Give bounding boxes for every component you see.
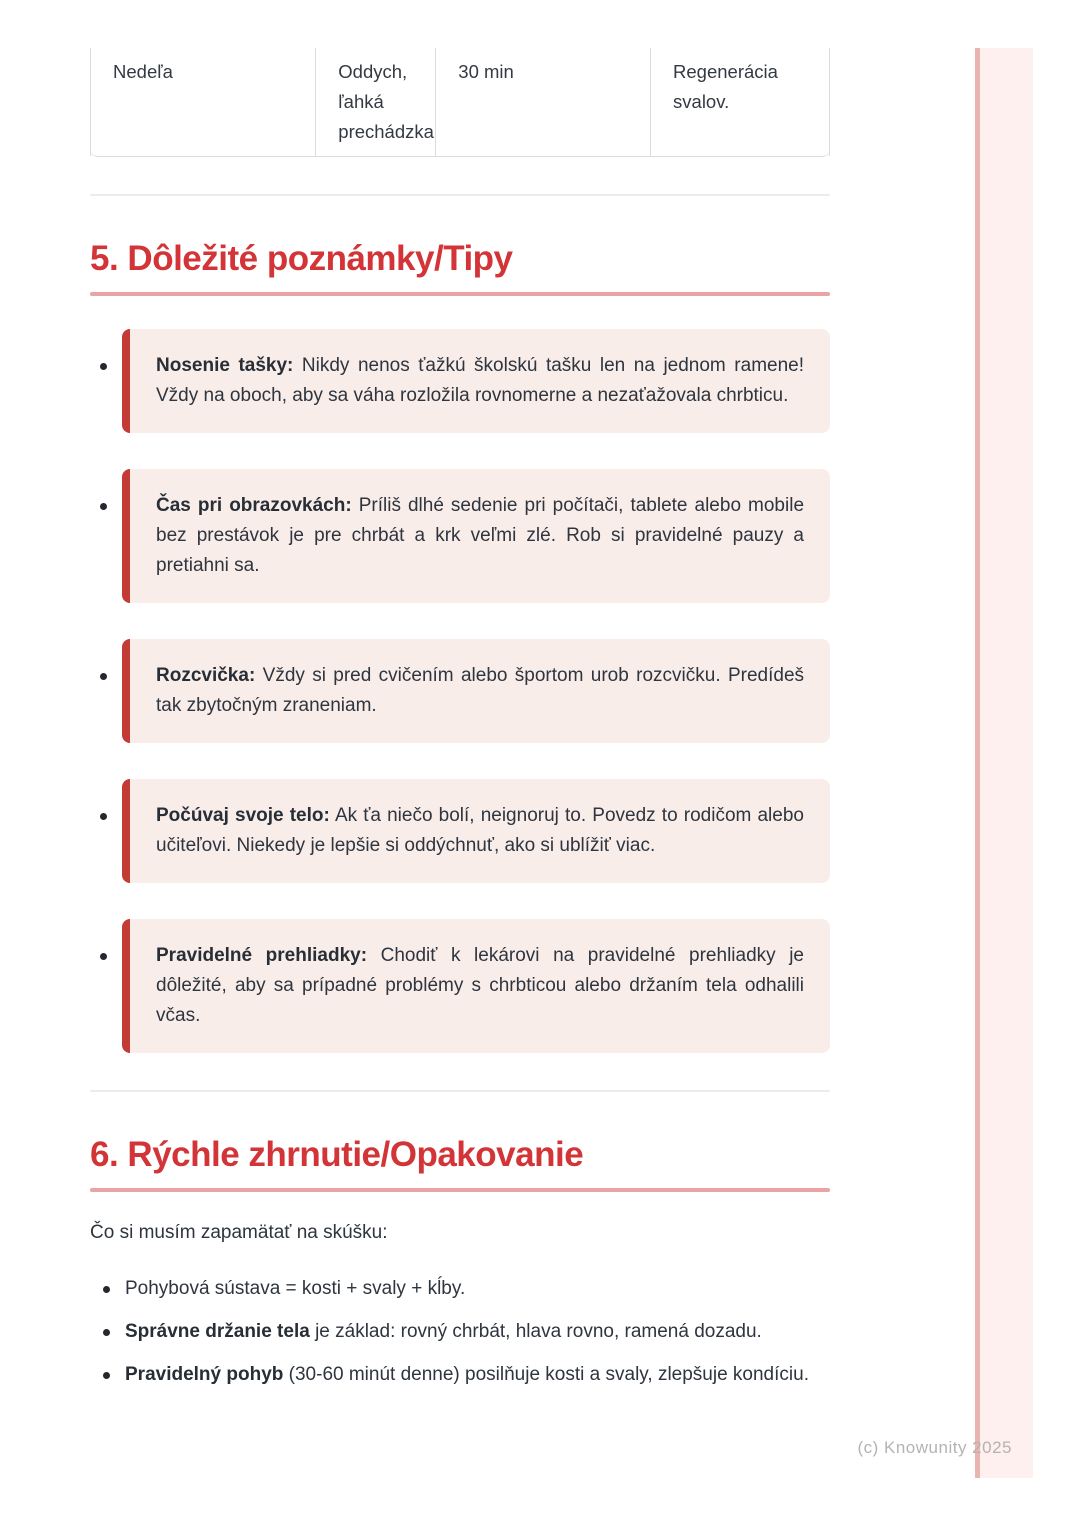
tip-text: Nikdy nenos ťažkú školskú tašku len na jednom ramene! Vždy na oboch, aby sa váha rozložila rovnomerne a nezaťažovala chrbticu. xyxy=(156,355,804,406)
table-cell: Oddych, ľahká prechádzka xyxy=(315,48,435,156)
section-5-title-underline xyxy=(90,292,830,296)
bullet-icon xyxy=(90,1360,125,1390)
summary-item-rest: je základ: rovný chrbát, hlava rovno, ramená dozadu. xyxy=(309,1321,762,1342)
table-cell: Regenerácia svalov. xyxy=(650,48,830,156)
section-6-title: 6. Rýchle zhrnutie/Opakovanie xyxy=(90,1135,584,1174)
summary-item-text xyxy=(125,1360,830,1390)
tip-label: Počúvaj svoje telo: xyxy=(156,805,330,826)
tip-item xyxy=(90,919,830,1053)
tip-label: Pravidelné prehliadky: xyxy=(156,945,368,966)
table-cell: 30 min xyxy=(435,48,650,156)
summary-item-rest: Pohybová sústava = kosti + svaly + kĺby. xyxy=(125,1278,466,1299)
section-divider xyxy=(90,1090,830,1092)
tip-item xyxy=(90,329,830,433)
tip-callout xyxy=(122,919,830,1053)
summary-item-text xyxy=(125,1317,830,1347)
side-accent-strip xyxy=(975,48,1033,1478)
summary-intro: Čo si musím zapamätať na skúšku: xyxy=(90,1222,388,1243)
summary-item xyxy=(90,1317,830,1347)
tip-text: Príliš dlhé sedenie pri počítači, tablete alebo mobile bez prestávok je pre chrbát a krk veľmi zlé. Rob si pravidelné pauzy a pretiahni sa. xyxy=(156,495,805,576)
tip-callout xyxy=(122,469,830,603)
bullet-icon xyxy=(90,329,122,433)
section-5-title: 5. Dôležité poznámky/Tipy xyxy=(90,239,513,278)
bullet-icon xyxy=(90,639,122,743)
bullet-icon xyxy=(90,1274,125,1304)
summary-item-bold: Pravidelný pohyb xyxy=(125,1364,284,1385)
bullet-icon xyxy=(90,469,122,603)
summary-item-text xyxy=(125,1274,830,1304)
tip-callout xyxy=(122,639,830,743)
tip-label: Nosenie tašky: xyxy=(156,355,294,376)
table-cell: Nedeľa xyxy=(90,48,315,156)
tips-list xyxy=(90,329,830,1053)
tip-item xyxy=(90,469,830,603)
tip-callout xyxy=(122,329,830,433)
section-divider xyxy=(90,194,830,196)
watermark: (c) Knowunity 2025 xyxy=(857,1438,1012,1457)
summary-item-rest: (30-60 minút denne) posilňuje kosti a svaly, zlepšuje kondíciu. xyxy=(283,1364,809,1385)
summary-list xyxy=(90,1274,830,1390)
document-content xyxy=(90,0,830,1403)
tip-label: Rozcvička: xyxy=(156,665,256,686)
summary-item xyxy=(90,1274,830,1304)
tip-item xyxy=(90,779,830,883)
tip-callout xyxy=(122,779,830,883)
tip-text: Ak ťa niečo bolí, neignoruj to. Povedz to rodičom alebo učiteľovi. Niekedy je lepšie si oddýchnuť, ako si ublížiť viac. xyxy=(156,805,804,856)
tip-text: Vždy si pred cvičením alebo športom urob rozcvičku. Predídeš tak zbytočným zraneniam. xyxy=(156,665,805,716)
tip-label: Čas pri obrazovkách: xyxy=(156,495,352,516)
tip-text: Chodiť k lekárovi na pravidelné prehliadky je dôležité, aby sa prípadné problémy s chrbticou alebo držaním tela odhalili včas. xyxy=(156,945,805,1026)
bullet-icon xyxy=(90,779,122,883)
tip-item xyxy=(90,639,830,743)
summary-item-bold: Správne držanie tela xyxy=(125,1321,310,1342)
table-row xyxy=(90,48,830,157)
bullet-icon xyxy=(90,919,122,1053)
bullet-icon xyxy=(90,1317,125,1347)
summary-item xyxy=(90,1360,830,1390)
section-6-title-underline xyxy=(90,1188,830,1192)
